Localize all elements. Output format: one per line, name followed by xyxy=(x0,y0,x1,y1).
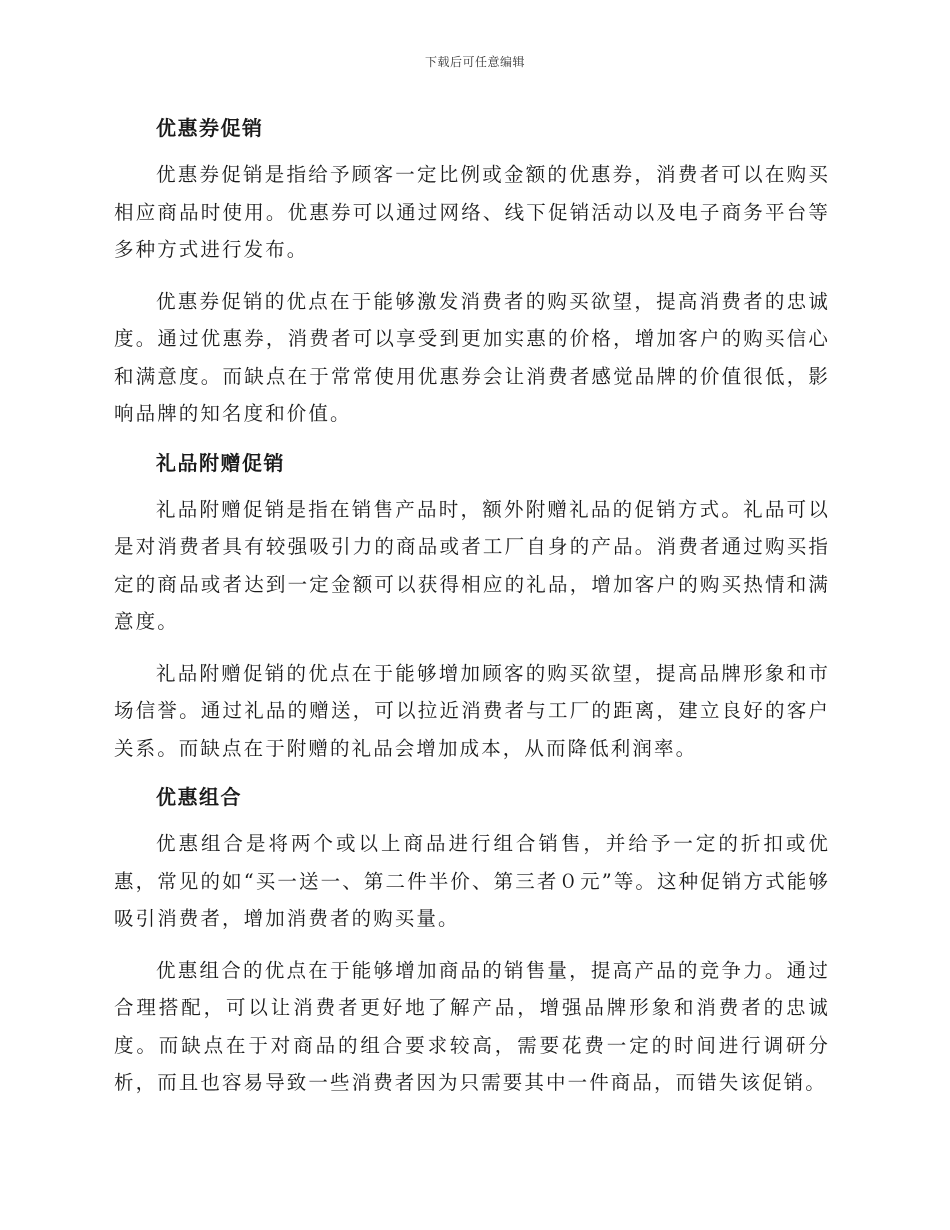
paragraph: 优惠券促销的优点在于能够激发消费者的购买欲望，提高消费者的忠诚度。通过优惠券，消费者可以享受到更加实惠的价格，增加客户的购买信心和满意度。而缺点在于常常使用优惠券会让消费者感觉品牌的价值很低，影响品牌的知名度和价值。 xyxy=(114,289,830,425)
section-coupon-promotion xyxy=(114,112,830,433)
section-bundle-offer xyxy=(114,781,830,1102)
paragraph: 礼品附赠促销是指在销售产品时，额外附赠礼品的促销方式。礼品可以是对消费者具有较强吸引力的商品或者工厂自身的产品。消费者通过购买指定的商品或者达到一定金额可以获得相应的礼品，增加客户的购买热情和满意度。 xyxy=(114,497,830,633)
section-gift-promotion xyxy=(114,447,830,768)
paragraph: 优惠券促销是指给予顾客一定比例或金额的优惠券，消费者可以在购买相应商品时使用。优惠券可以通过网络、线下促销活动以及电子商务平台等多种方式进行发布。 xyxy=(114,163,830,261)
paragraph: 优惠组合的优点在于能够增加商品的销售量，提高产品的竞争力。通过合理搭配，可以让消费者更好地了解产品，增强品牌形象和消费者的忠诚度。而缺点在于对商品的组合要求较高，需要花费一定的时间进行调研分析，而且也容易导致一些消费者因为只需要其中一件商品，而错失该促销。 xyxy=(114,958,830,1094)
section-heading: 礼品附赠促销 xyxy=(156,450,285,475)
document-body xyxy=(114,112,830,1116)
section-heading: 优惠券促销 xyxy=(156,116,264,140)
paragraph: 优惠组合是将两个或以上商品进行组合销售，并给予一定的折扣或优惠，常见的如“买一送一、第二件半价、第三者０元”等。这种促销方式能够吸引消费者，增加消费者的购买量。 xyxy=(114,832,830,930)
page-header-note: 下载后可任意编辑 xyxy=(424,55,525,69)
paragraph: 礼品附赠促销的优点在于能够增加顾客的购买欲望，提高品牌形象和市场信誉。通过礼品的赠送，可以拉近消费者与工厂的距离，建立良好的客户关系。而缺点在于附赠的礼品会增加成本，从而降低利润率。 xyxy=(114,661,830,760)
section-heading: 优惠组合 xyxy=(156,785,242,809)
